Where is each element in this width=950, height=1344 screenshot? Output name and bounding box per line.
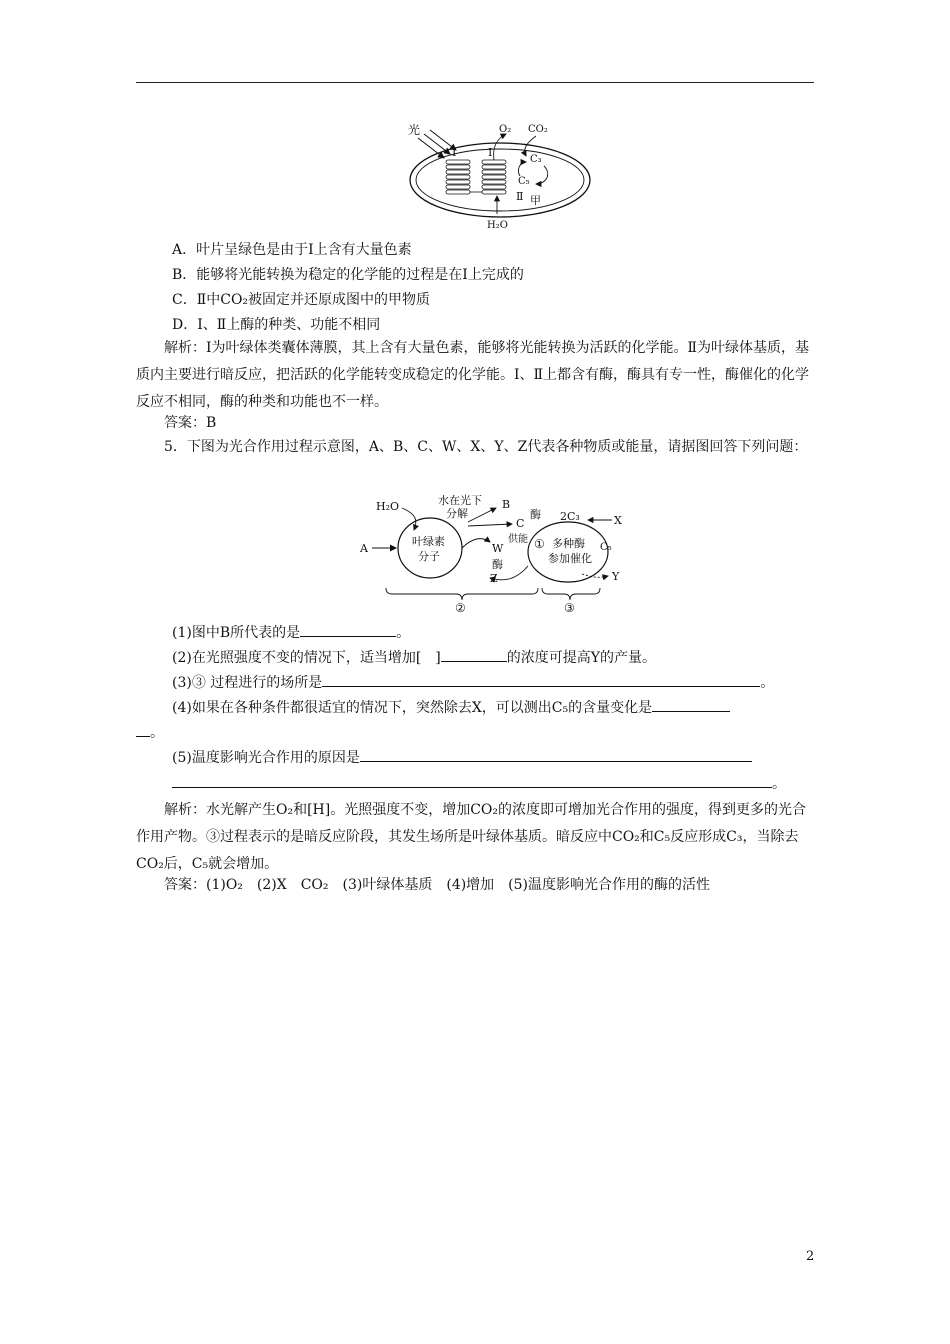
chlorophyll-circle — [398, 518, 462, 578]
chlorophyll-label-1: 叶绿素 — [412, 535, 445, 548]
answer-blank-4[interactable] — [652, 697, 730, 712]
y-label: Y — [612, 570, 620, 583]
chloroplast-figure — [400, 118, 600, 236]
c5-to-c3-arrow — [518, 162, 526, 176]
h2o-label: H₂O — [376, 500, 400, 513]
roman-2-label: Ⅱ — [516, 190, 524, 203]
supply-label: 供能 — [508, 534, 528, 545]
split-label-2: 分解 — [446, 507, 468, 520]
sub-question-2-text-b: 的浓度可提高Y的产量。 — [506, 650, 657, 666]
q5-analysis: 解析：水光解产生O₂和[H]。光照强度不变，增加CO₂的浓度即可增加光合作用的强度，得到更多的光合作用产物。③过程表示的是暗反应阶段，其发生场所是叶绿体基质。暗反应中CO₂和C₅反应形成C₃，当除去CO₂后，C₅就会增加。 — [136, 802, 807, 872]
option-d: D．Ⅰ、Ⅱ上酶的种类、功能不相同 — [172, 317, 381, 333]
o2-label: O₂ — [499, 124, 512, 135]
c-label: C — [516, 517, 525, 530]
sub-question-5-cont — [172, 773, 786, 794]
a-label: A — [360, 542, 368, 555]
multi-enzyme-label-1: 多种酶 — [552, 537, 585, 550]
sub-question-3 — [172, 672, 774, 693]
option-b: B．能够将光能转换为稳定的化学能的过程是在Ⅰ上完成的 — [172, 267, 524, 283]
z-label: Z — [490, 572, 498, 585]
two-c3-label: 2C₃ — [560, 510, 580, 523]
q5-answer: 答案：(1)O₂ (2)X CO₂ (3)叶绿体基质 (4)增加 (5)温度影响光合作用的酶的活性 — [164, 877, 711, 893]
to-b-arrow — [468, 508, 496, 522]
x-label: X — [614, 514, 622, 527]
multi-enzyme-label-2: 参加催化 — [548, 552, 592, 565]
sub-question-5 — [172, 747, 752, 768]
split-label-1: 水在光下 — [438, 494, 482, 507]
header-rule — [136, 82, 814, 83]
h2o-label: H₂O — [487, 220, 508, 231]
circle-1-label: ① — [534, 537, 545, 551]
sub-question-1-text: (1)图中B所代表的是 — [172, 625, 301, 641]
chlorophyll-label-2: 分子 — [418, 550, 440, 563]
roman-1-left: Ⅰ — [452, 146, 457, 159]
answer-blank-5[interactable] — [360, 747, 752, 762]
light-label: 光 — [408, 123, 421, 137]
bracket-3 — [542, 588, 600, 600]
calvin-cycle-arrow — [536, 166, 548, 184]
q4-answer: 答案：B — [164, 415, 217, 431]
answer-blank-5-cont[interactable] — [172, 773, 772, 788]
sub-question-4-text: (4)如果在各种条件都很适宜的情况下，突然除去X，可以测出C₅的含量变化是 — [172, 700, 653, 716]
answer-blank-4-cont[interactable] — [136, 722, 150, 737]
sub-question-2 — [172, 647, 656, 668]
jia-label: 甲 — [530, 194, 541, 207]
c5-label: C₅ — [600, 542, 612, 553]
grana-stack-2 — [482, 160, 506, 194]
c5-label: C₅ — [518, 176, 530, 187]
sub-question-4-cont — [136, 722, 164, 743]
c3-label: C₃ — [530, 154, 542, 165]
answer-blank-3[interactable] — [322, 672, 760, 687]
label-2: ② — [455, 601, 466, 614]
option-c: C．Ⅱ中CO₂被固定并还原成图中的甲物质 — [172, 292, 431, 308]
w-label: W — [492, 542, 504, 555]
water-split-arrow — [402, 508, 416, 530]
sub-question-4 — [172, 697, 730, 718]
photosynthesis-figure — [356, 490, 636, 614]
enzyme-top-label: 酶 — [530, 508, 541, 521]
sub-question-5-end: 。 — [772, 776, 786, 792]
to-c-arrow — [468, 524, 512, 526]
roman-1-right: Ⅰ — [488, 146, 493, 159]
q5-stem: 5．下图为光合作用过程示意图，A、B、C、W、X、Y、Z代表各种物质或能量，请据图回答下列问题： — [164, 439, 808, 455]
sub-question-2-text-a: (2)在光照强度不变的情况下，适当增加[ ] — [172, 650, 441, 666]
sub-question-5-text: (5)温度影响光合作用的原因是 — [172, 750, 360, 766]
sub-question-4-end: 。 — [150, 725, 164, 741]
sub-question-3-text: (3)③ 过程进行的场所是 — [172, 675, 323, 691]
w-arrow — [462, 539, 490, 548]
o2-release-arrow — [494, 134, 506, 160]
answer-blank-1[interactable] — [300, 622, 396, 637]
sub-question-1 — [172, 622, 410, 643]
label-3: ③ — [564, 601, 575, 614]
co2-label: CO₂ — [528, 124, 548, 135]
grana-stack-1 — [446, 160, 470, 194]
option-a: A．叶片呈绿色是由于Ⅰ上含有大量色素 — [172, 242, 412, 258]
sub-question-1-end: 。 — [396, 625, 411, 641]
bracket-2 — [386, 588, 538, 600]
b-label: B — [502, 498, 511, 511]
page-number: 2 — [806, 1249, 815, 1264]
answer-blank-2[interactable] — [441, 647, 507, 662]
enzyme-bottom-label: 酶 — [492, 558, 503, 571]
sub-question-3-end: 。 — [760, 675, 775, 691]
q4-analysis: 解析：Ⅰ为叶绿体类囊体薄膜，其上含有大量色素，能够将光能转换为活跃的化学能。Ⅱ为叶绿体基质，基质内主要进行暗反应，把活跃的化学能转变成稳定的化学能。Ⅰ、Ⅱ上都含有酶，酶具有专一性，酶催化的化学反应不相同，酶的种类和功能也不一样。 — [136, 340, 810, 410]
